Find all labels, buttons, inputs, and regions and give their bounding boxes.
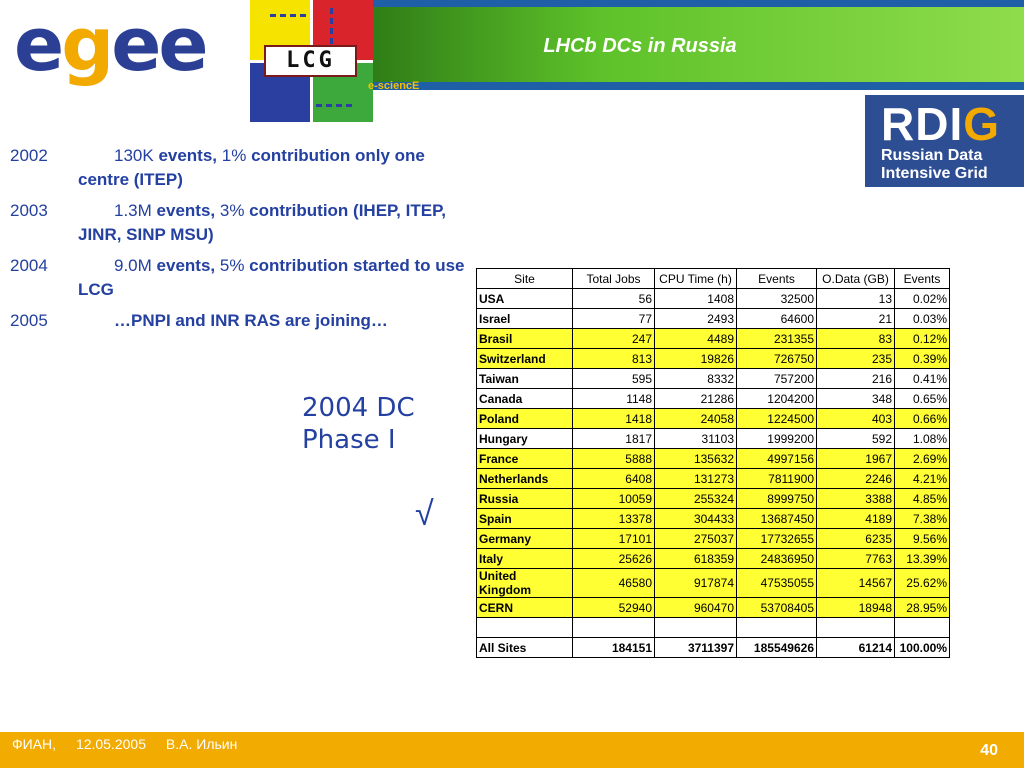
table-cell-site: Canada: [477, 389, 573, 409]
table-cell-events: 7811900: [737, 469, 817, 489]
table-cell-cpu: 1408: [655, 289, 737, 309]
column-header: CPU Time (h): [655, 269, 737, 289]
footer-bar: [0, 732, 1024, 768]
table-cell-events: 32500: [737, 289, 817, 309]
table-cell-pct: 4.21%: [895, 469, 950, 489]
table-cell-pct: 25.62%: [895, 569, 950, 598]
column-header: Events: [737, 269, 817, 289]
table-cell-jobs: 25626: [573, 549, 655, 569]
table-cell-odata: 18948: [817, 598, 895, 618]
table-cell-pct: 0.02%: [895, 289, 950, 309]
table-cell-odata: 3388: [817, 489, 895, 509]
table-cell-events: 4997156: [737, 449, 817, 469]
table-cell-jobs: 77: [573, 309, 655, 329]
slide-title: LHCb DCs in Russia: [543, 35, 737, 57]
table-row: [477, 409, 950, 429]
column-header: O.Data (GB): [817, 269, 895, 289]
table-row-spacer: [477, 618, 950, 638]
rdig-logo: [865, 95, 1024, 187]
table-cell-events: 13687450: [737, 509, 817, 529]
table-cell-site: Brasil: [477, 329, 573, 349]
page-number: 40: [980, 742, 998, 759]
table-cell-cpu: 275037: [655, 529, 737, 549]
table-cell-cpu: 24058: [655, 409, 737, 429]
table-cell-site: CERN: [477, 598, 573, 618]
table-cell-events: 8999750: [737, 489, 817, 509]
table-cell-cpu: 960470: [655, 598, 737, 618]
table-cell-pct: 0.65%: [895, 389, 950, 409]
table-row: [477, 509, 950, 529]
table-cell-cpu: 131273: [655, 469, 737, 489]
table-cell-cpu: 255324: [655, 489, 737, 509]
table-cell-pct: 0.39%: [895, 349, 950, 369]
table-cell-pct: 28.95%: [895, 598, 950, 618]
table-cell-site: Netherlands: [477, 469, 573, 489]
timeline-item-2005: 2005 …PNPI and INR RAS are joining…: [10, 309, 465, 333]
timeline-list: [10, 144, 465, 340]
table-row: [477, 429, 950, 449]
table-cell-odata: 2246: [817, 469, 895, 489]
table-cell-site: Israel: [477, 309, 573, 329]
table-cell-cpu: 31103: [655, 429, 737, 449]
timeline-item-2002: 2002 130K events, 1% contribution only one centre (ITEP): [10, 146, 425, 189]
table-cell-pct: 2.69%: [895, 449, 950, 469]
timeline-item-2004: 2004 9.0M events, 5% contribution started to use LCG: [10, 256, 465, 299]
lcg-logo-text: LCG: [264, 45, 357, 77]
table-cell-cpu: 304433: [655, 509, 737, 529]
table-cell-pct: 4.85%: [895, 489, 950, 509]
table-cell-events: 47535055: [737, 569, 817, 598]
table-cell-events: 17732655: [737, 529, 817, 549]
timeline-year: 2003: [10, 201, 48, 220]
table-row: [477, 389, 950, 409]
table-cell-events: 24836950: [737, 549, 817, 569]
timeline-year: 2002: [10, 146, 48, 165]
column-header: Events: [895, 269, 950, 289]
table-cell-jobs: 13378: [573, 509, 655, 529]
table-cell-jobs: 6408: [573, 469, 655, 489]
table-cell-cpu: 917874: [655, 569, 737, 598]
table-cell-jobs: 10059: [573, 489, 655, 509]
table-cell-events: 757200: [737, 369, 817, 389]
table-cell-cpu: 4489: [655, 329, 737, 349]
table-cell-pct: 9.56%: [895, 529, 950, 549]
footer-org: ФИАН,: [12, 736, 57, 752]
egee-logo: [0, 0, 250, 95]
table-cell-odata: 61214: [817, 638, 895, 658]
table-cell-jobs: 1817: [573, 429, 655, 449]
table-cell-pct: 0.12%: [895, 329, 950, 349]
table-row: [477, 638, 950, 658]
table-cell-site: Taiwan: [477, 369, 573, 389]
table-row: [477, 569, 950, 598]
table-cell-pct: 1.08%: [895, 429, 950, 449]
table-cell-pct: 7.38%: [895, 509, 950, 529]
table-cell-cpu: 135632: [655, 449, 737, 469]
table-cell-events: 1204200: [737, 389, 817, 409]
table-cell-jobs: 56: [573, 289, 655, 309]
table-cell-jobs: 17101: [573, 529, 655, 549]
table-row: [477, 598, 950, 618]
table-cell-cpu: 2493: [655, 309, 737, 329]
table-cell-odata: 348: [817, 389, 895, 409]
table-cell-events: 53708405: [737, 598, 817, 618]
table-cell-jobs: 247: [573, 329, 655, 349]
table-cell-events: 185549626: [737, 638, 817, 658]
table-cell-cpu: 8332: [655, 369, 737, 389]
table-cell-odata: 592: [817, 429, 895, 449]
table-cell-events: 1999200: [737, 429, 817, 449]
dc-sites-table: [476, 268, 950, 658]
table-row: [477, 349, 950, 369]
table-cell-odata: 6235: [817, 529, 895, 549]
table-cell-events: 64600: [737, 309, 817, 329]
lcg-logo: [250, 0, 373, 122]
timeline-year: 2004: [10, 256, 48, 275]
column-header: Site: [477, 269, 573, 289]
table-cell-jobs: 46580: [573, 569, 655, 598]
table-cell-pct: 0.03%: [895, 309, 950, 329]
table-cell-jobs: 1418: [573, 409, 655, 429]
table-cell-site: USA: [477, 289, 573, 309]
table-cell-pct: 0.41%: [895, 369, 950, 389]
table-cell-site: Italy: [477, 549, 573, 569]
table-row: [477, 529, 950, 549]
footer-info: [12, 736, 253, 752]
table-cell-site: All Sites: [477, 638, 573, 658]
phase-label: 2004 DC Phase I: [302, 393, 415, 455]
table-cell-odata: 4189: [817, 509, 895, 529]
table-cell-odata: 7763: [817, 549, 895, 569]
table-cell-cpu: 3711397: [655, 638, 737, 658]
table-cell-odata: 235: [817, 349, 895, 369]
table-cell-site: Russia: [477, 489, 573, 509]
table-cell-jobs: 5888: [573, 449, 655, 469]
table-cell-odata: 13: [817, 289, 895, 309]
table-row: [477, 489, 950, 509]
table-cell-site: Hungary: [477, 429, 573, 449]
table-cell-odata: 83: [817, 329, 895, 349]
footer-date: 12.05.2005: [75, 736, 147, 752]
table-cell-site: Poland: [477, 409, 573, 429]
table-cell-odata: 216: [817, 369, 895, 389]
table-cell-events: 726750: [737, 349, 817, 369]
table-cell-events: 231355: [737, 329, 817, 349]
rdig-subtitle: Russian Data Intensive Grid: [881, 147, 988, 182]
table-cell-jobs: 184151: [573, 638, 655, 658]
table-cell-cpu: 618359: [655, 549, 737, 569]
table-cell-cpu: 21286: [655, 389, 737, 409]
timeline-year: 2005: [10, 311, 48, 330]
column-header: Total Jobs: [573, 269, 655, 289]
table-row: [477, 549, 950, 569]
table-row: [477, 309, 950, 329]
table-cell-cpu: 19826: [655, 349, 737, 369]
table-cell-site: Spain: [477, 509, 573, 529]
table-cell-odata: 403: [817, 409, 895, 429]
table-cell-pct: 0.66%: [895, 409, 950, 429]
table-cell-jobs: 1148: [573, 389, 655, 409]
table-cell-pct: 13.39%: [895, 549, 950, 569]
table-cell-site: Switzerland: [477, 349, 573, 369]
table-cell-pct: 100.00%: [895, 638, 950, 658]
table-cell-site: France: [477, 449, 573, 469]
table-cell-odata: 21: [817, 309, 895, 329]
rdig-logo-text: RDIG: [881, 98, 1001, 150]
table-cell-jobs: 813: [573, 349, 655, 369]
table-header-row: [477, 269, 950, 289]
table-cell-site: Germany: [477, 529, 573, 549]
footer-author: В.А. Ильин: [165, 736, 238, 752]
table-cell-site: United Kingdom: [477, 569, 573, 598]
egee-logo-text: egee: [14, 2, 206, 88]
table-cell-odata: 14567: [817, 569, 895, 598]
escience-label: e-sciencE: [368, 80, 420, 92]
timeline-item-2003: 2003 1.3M events, 3% contribution (IHEP, ITEP, JINR, SINP MSU): [10, 201, 446, 244]
table-cell-events: 1224500: [737, 409, 817, 429]
table-cell-odata: 1967: [817, 449, 895, 469]
table-row: [477, 329, 950, 349]
table-cell-jobs: 52940: [573, 598, 655, 618]
table-row: [477, 469, 950, 489]
table-row: [477, 369, 950, 389]
table-row: [477, 449, 950, 469]
table-cell-jobs: 595: [573, 369, 655, 389]
checkmark-icon: √: [415, 495, 434, 533]
table-row: [477, 289, 950, 309]
